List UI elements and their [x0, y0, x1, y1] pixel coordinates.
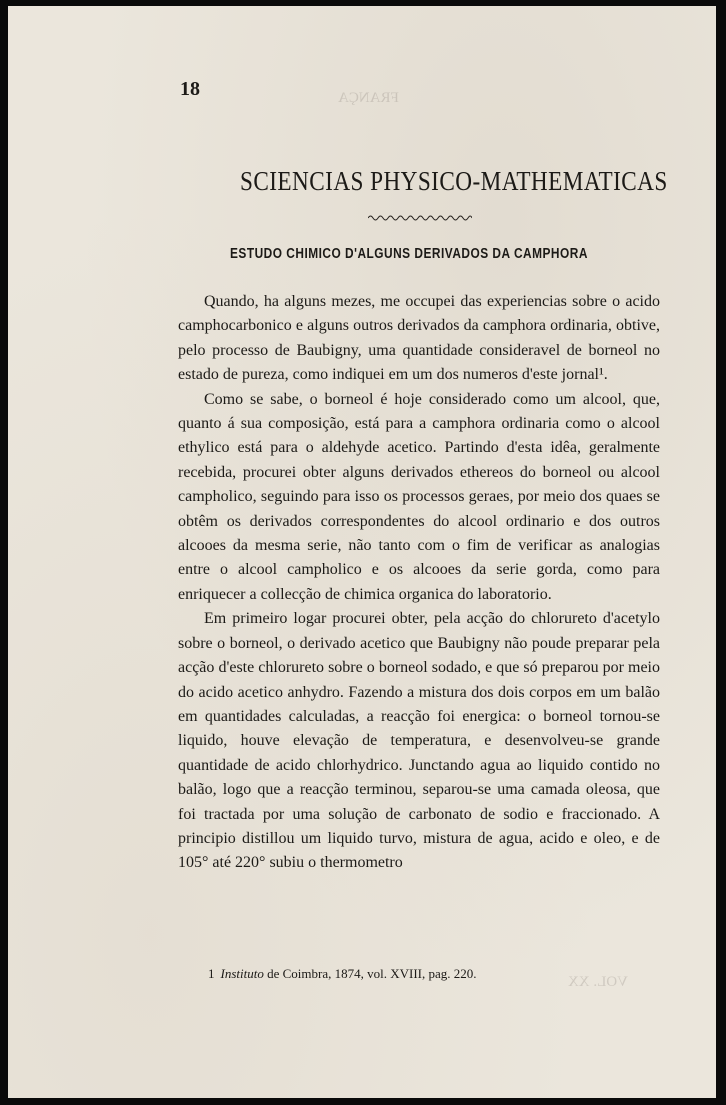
paragraph: Quando, ha alguns mezes, me occupei das experiencias sobre o acido camphocarbonico e alguns outros derivados da camphora ordinaria, obtive, pelo processo de Baubigny, uma quantidade consideravel de borneol no estado de pureza, como indiquei em um dos numeros d'este jornal¹.	[178, 293, 660, 384]
book-page	[8, 6, 716, 1098]
paragraph: Em primeiro logar procurei obter, pela acção do chlorureto d'acetylo sobre o borneol, o derivado acetico que Baubigny não poude preparar pela acção d'este chlorureto sobre o borneol sodado, e que só preparou por meio do acido acetico anhydro. Fazendo a mistura dos dois corpos em um balão em quantidades calculadas, a reacção foi energica: o borneol tornou-se liquido, houve elevação de temperatura, e desenvolveu-se grande quantidade de acido chlorhydrico. Junctando agua ao liquido contido no balão, logo que a reacção terminou, separou-se uma camada oleosa, que foi tractada por uma solução de carbonato de sodio e fraccionado. A principio distillou um liquido turvo, mistura de agua, acido e oleo, e de 105° até 220° subiu o thermometro	[178, 610, 660, 872]
section-title: SCIENCIAS PHYSICO-MATHEMATICAS	[240, 166, 668, 196]
footnote-text: de Coimbra, 1874, vol. XVIII, pag. 220.	[267, 966, 477, 981]
footnote-number: 1	[208, 966, 215, 981]
wavy-rule-ornament	[368, 214, 472, 222]
page-number: 18	[180, 78, 200, 100]
footnote-source: Instituto	[220, 966, 264, 981]
bleed-through-text: FRANÇA	[338, 90, 399, 106]
article-body	[178, 290, 660, 876]
bleed-through-text: VOL. XX	[568, 974, 628, 990]
footnote	[208, 966, 477, 982]
article-title: ESTUDO CHIMICO D'ALGUNS DERIVADOS DA CAMPHORA	[230, 246, 588, 262]
paragraph: Como se sabe, o borneol é hoje considerado como um alcool, que, quanto á sua composição, está para a camphora ordinaria como o alcool ethylico está para o aldehyde acetico. Partindo d'esta idêa, geralmente recebida, procurei obter alguns derivados ethereos do borneol ou alcool campholico, seguindo para isso os processos geraes, por meio dos quaes se obtêm os derivados correspondentes do alcool ordinario e dos outros alcooes da mesma serie, não tanto com o fim de verificar as analogias entre o alcool campholico e os alcooes da serie gorda, como para enriquecer a collecção de chimica organica do laboratorio.	[178, 390, 660, 603]
